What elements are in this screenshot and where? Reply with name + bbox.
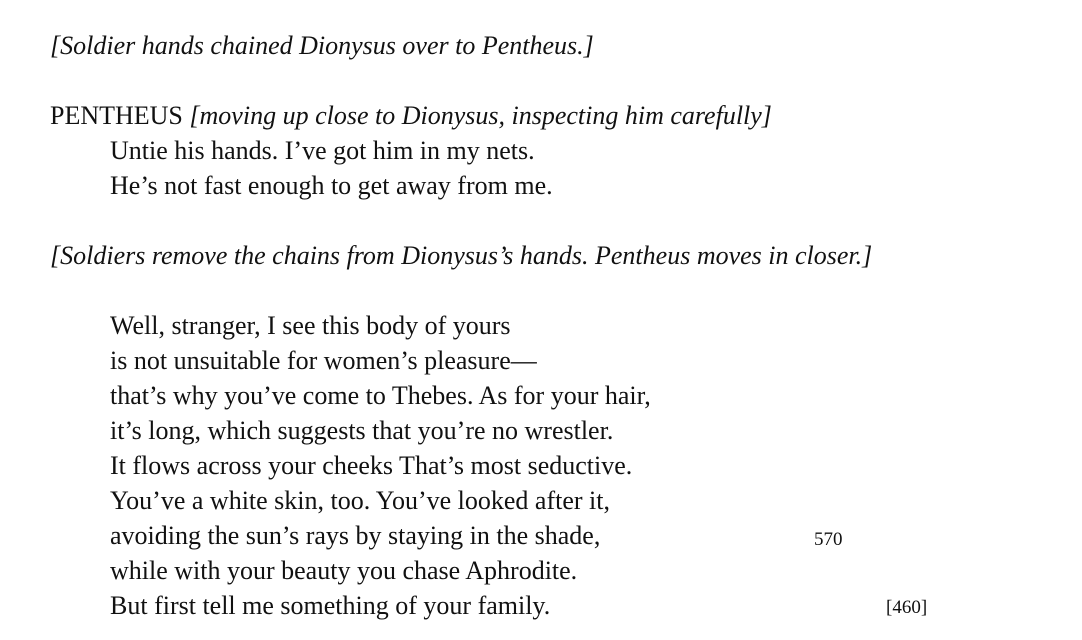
verse-line: that’s why you’ve come to Thebes. As for your hair, <box>110 381 651 410</box>
line-number: 570 <box>814 529 843 550</box>
verse-line: avoiding the sun’s rays by staying in the shade, <box>110 521 601 550</box>
speaker-line <box>50 98 772 133</box>
verse-line: It flows across your cheeks That’s most seductive. <box>110 451 633 480</box>
verse-line: He’s not fast enough to get away from me. <box>110 171 553 200</box>
verse-line: Well, stranger, I see this body of yours <box>110 311 511 340</box>
verse-line: Untie his hands. I’ve got him in my nets. <box>110 136 535 165</box>
verse-line: You’ve a white skin, too. You’ve looked after it, <box>110 486 610 515</box>
stage-direction-inline: [moving up close to Dionysus, inspecting him carefully] <box>189 101 772 130</box>
verse-line: But first tell me something of your family. <box>110 591 551 620</box>
stage-direction: [Soldier hands chained Dionysus over to Pentheus.] <box>50 31 594 60</box>
verse-line: it’s long, which suggests that you’re no wrestler. <box>110 416 614 445</box>
verse-line: while with your beauty you chase Aphrodite. <box>110 556 578 585</box>
verse-line: is not unsuitable for women’s pleasure— <box>110 346 537 375</box>
greek-line-number: [460] <box>886 597 928 618</box>
stage-direction: [Soldiers remove the chains from Dionysus’s hands. Pentheus moves in closer.] <box>50 241 873 270</box>
speaker-name: PENTHEUS <box>50 101 183 130</box>
